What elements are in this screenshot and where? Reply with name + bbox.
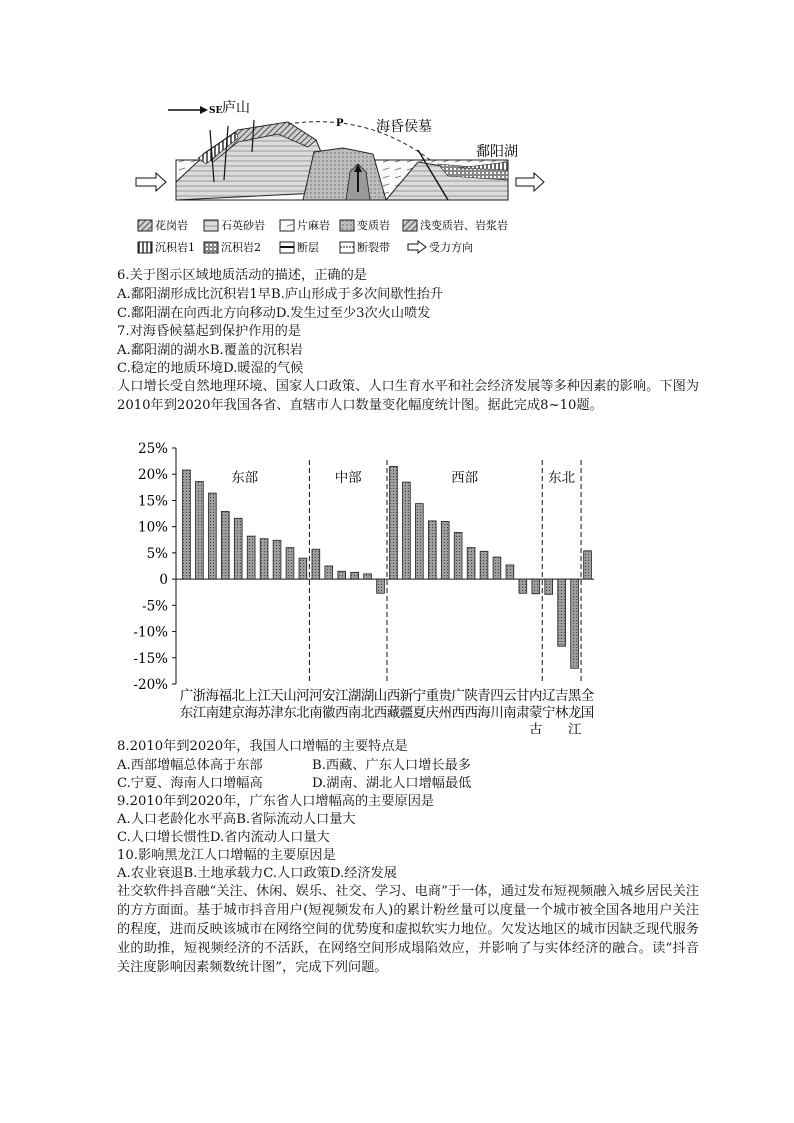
- x-category-label-top: 陕: [464, 688, 478, 704]
- x-category-label-bottom: 徽: [322, 705, 336, 721]
- bar: [208, 493, 216, 579]
- x-category-label-bottom: 西: [373, 705, 388, 721]
- y-tick-label: 10%: [137, 519, 168, 536]
- x-category-label-bottom: 北: [296, 705, 310, 721]
- x-category-label-bottom: 蒙: [529, 705, 543, 721]
- x-category-label-top: 广: [451, 688, 465, 704]
- x-category-label-bottom: 苏: [257, 705, 271, 721]
- legend-item: 沉积岩1: [155, 241, 195, 254]
- bar: [519, 579, 527, 593]
- y-tick-label: -15%: [133, 650, 168, 667]
- x-category-label-top: 江: [334, 688, 349, 704]
- x-category-label-bottom: 庆: [425, 705, 440, 721]
- x-category-label-bottom: 宁: [541, 705, 556, 721]
- x-category-label-top: 北: [231, 688, 245, 704]
- region-label: 东北: [548, 470, 576, 486]
- x-category-label-top: 河: [309, 688, 323, 704]
- question-8-option-b: B.西藏、广东人口增长最多: [312, 758, 471, 773]
- x-category-label-top: 宁: [412, 688, 427, 704]
- x-category-label-bottom: 江: [192, 705, 207, 721]
- bar: [467, 548, 475, 579]
- question-6-options-cd: C.鄱阳湖在向西北方向移动D.发生过至少3次火山喷发: [117, 306, 431, 321]
- population-chart: [120, 434, 598, 734]
- question-6: 6.关于图示区域地质活动的描述，正确的是: [117, 268, 367, 283]
- x-category-label-top: 云: [503, 688, 517, 704]
- question-7-options-ab: A.鄱阳湖的湖水B.覆盖的沉积岩: [117, 343, 303, 358]
- x-category-label-top: 上: [244, 688, 258, 704]
- final-paragraph: 社交软件抖音融“关注、休闲、娱乐、社交、学习、电商”于一体，通过发布短视频融入城乡居民关注的方方面面。基于城市抖音用户(短视频发布人)的累计粉丝量可以度量一个城市被全国各地用户关注的程度，进而反映该城市在网络空间的优势度和虚拟软实力地位。欠发达地区的城市因缺乏现代服务业的助推，短视频经济的不活跃，在网络空间形成塌陷效应，并影响了与实体经济的融合。读“抖音关注度影响因素频数统计图”，完成下列问题。: [117, 884, 699, 975]
- x-category-label-bottom: 州: [438, 705, 452, 721]
- bar: [454, 532, 462, 579]
- x-category-label-bottom: 国: [580, 705, 595, 721]
- legend-item: 断裂带: [357, 241, 390, 254]
- x-category-label-bottom: 南: [347, 705, 362, 721]
- bar: [441, 521, 449, 579]
- legend-item: 沉积岩2: [221, 241, 261, 254]
- x-category-label-bottom: 川: [490, 705, 504, 721]
- x-category-label-top: 全: [580, 688, 595, 704]
- bar: [299, 558, 307, 579]
- bar: [532, 579, 540, 594]
- question-9-options-ab: A.人口老龄化水平高B.省际流动人口量大: [117, 812, 356, 827]
- x-category-label-top: 浙: [192, 688, 207, 704]
- bar: [480, 551, 488, 579]
- x-category-label-top: 贵: [438, 688, 452, 704]
- x-category-label-top: 湖: [347, 688, 362, 704]
- region-label: 中部: [334, 470, 362, 486]
- y-tick-label: 15%: [137, 493, 168, 510]
- x-category-label-bottom: 南: [309, 705, 323, 721]
- y-tick-label: 0: [159, 572, 168, 589]
- bar: [545, 579, 553, 594]
- y-tick-label: -5%: [142, 598, 168, 615]
- question-9: 9.2010年到2020年，广东省人口增幅高的主要原因是: [117, 794, 435, 809]
- x-category-label-bottom: 疆: [399, 705, 414, 721]
- question-8-option-a: A.西部增幅总体高于东部: [117, 758, 263, 773]
- bar: [273, 540, 281, 579]
- x-category-label-bottom: 龙: [567, 705, 582, 721]
- x-category-label-bottom-2: 江: [567, 722, 582, 734]
- region-label: 东部: [231, 470, 259, 486]
- x-category-label-top: 西: [386, 688, 401, 704]
- legend-item: 石英砂岩: [221, 219, 265, 232]
- x-category-label-top: 天: [270, 688, 284, 704]
- bar: [234, 518, 242, 579]
- y-tick-label: -20%: [133, 677, 168, 693]
- legend-item: 变质岩: [357, 219, 390, 232]
- x-category-label-top: 新: [399, 688, 414, 704]
- x-category-label-bottom: 南: [503, 705, 517, 721]
- x-category-label-top: 山: [283, 688, 297, 704]
- lushan-label: 庐山: [222, 100, 250, 116]
- x-category-label-top: 湖: [360, 688, 375, 704]
- bar: [428, 521, 436, 579]
- x-category-label-top: 海: [205, 688, 220, 704]
- legend-item: 断层: [297, 241, 319, 254]
- x-category-label-top: 内: [529, 688, 543, 704]
- x-category-label-top: 重: [425, 688, 440, 704]
- legend-item: 片麻岩: [297, 219, 330, 232]
- question-8-option-d: D.湖南、湖北人口增幅最低: [312, 776, 472, 791]
- lake-label: 鄱阳湖: [476, 144, 518, 160]
- x-category-label-top: 黑: [567, 688, 582, 704]
- x-category-label-bottom: 津: [270, 705, 284, 721]
- bar: [351, 572, 359, 579]
- bar: [493, 557, 501, 579]
- question-7-options-cd: C.稳定的地质环境D.暖湿的气候: [117, 361, 304, 376]
- x-category-label-bottom: 东: [283, 705, 297, 721]
- bar: [571, 579, 579, 668]
- legend-item: 浅变质岩、岩浆岩: [420, 219, 508, 232]
- bar: [377, 579, 385, 593]
- x-category-label-bottom: 夏: [412, 705, 427, 721]
- bar: [260, 539, 268, 579]
- x-category-label-bottom: 京: [231, 705, 245, 721]
- x-category-label-bottom: 西: [334, 705, 349, 721]
- population-chart-svg: [120, 434, 598, 734]
- x-category-label-bottom: 西: [451, 705, 465, 721]
- x-category-label-top: 辽: [541, 688, 556, 704]
- x-category-label-top: 甘: [516, 688, 530, 704]
- question-6-options-ab: A.鄱阳湖形成比沉积岩1早B.庐山形成于多次间歇性抬升: [117, 287, 444, 302]
- legend-item: 花岗岩: [155, 219, 188, 232]
- x-category-label-top: 安: [322, 688, 336, 704]
- bar: [390, 466, 398, 579]
- question-7: 7.对海昏候墓起到保护作用的是: [117, 324, 302, 339]
- geology-legend: [138, 218, 508, 254]
- x-category-label-top: 河: [296, 688, 310, 704]
- x-category-label-bottom: 海: [477, 705, 491, 721]
- x-category-label-top: 江: [257, 688, 271, 704]
- y-tick-label: 20%: [137, 467, 168, 484]
- direction-label: SE: [209, 106, 223, 116]
- bar: [286, 548, 294, 579]
- question-8-option-c: C.宁夏、海南人口增幅高: [117, 776, 263, 791]
- tomb-label: 海昏侯墓: [376, 119, 432, 135]
- x-category-label-bottom: 藏: [386, 705, 401, 721]
- bar: [247, 536, 255, 579]
- x-category-label-bottom: 肃: [516, 705, 530, 721]
- bar: [312, 549, 320, 579]
- question-10: 10.影响黑龙江人口增幅的主要原因是: [117, 848, 336, 863]
- bar: [221, 511, 229, 579]
- x-category-label-bottom: 建: [218, 705, 233, 721]
- region-label: 西部: [451, 470, 479, 486]
- y-tick-label: 25%: [137, 441, 168, 457]
- x-category-label-top: 青: [477, 688, 491, 704]
- x-category-label-top: 福: [218, 688, 233, 704]
- x-category-label-bottom: 西: [464, 705, 478, 721]
- bar: [325, 566, 333, 579]
- bar: [338, 571, 346, 579]
- bar: [584, 551, 592, 579]
- question-10-options: A.农业衰退B.土地承载力C.人口政策D.经济发展: [117, 866, 397, 881]
- question-8: 8.2010年到2020年，我国人口增幅的主要特点是: [117, 739, 408, 754]
- bar: [506, 565, 514, 579]
- x-category-label-top: 广: [179, 688, 194, 704]
- x-category-label-bottom: 林: [554, 705, 569, 721]
- question-9-options-cd: C.人口增长惯性D.省内流动人口量大: [117, 830, 330, 845]
- p-label: P: [336, 118, 344, 129]
- bar: [415, 504, 423, 580]
- bar: [196, 482, 204, 580]
- geology-figure: [118, 92, 548, 262]
- x-category-label-bottom: 南: [205, 705, 220, 721]
- x-category-label-top: 吉: [554, 688, 569, 704]
- x-category-label-bottom-2: 古: [529, 722, 543, 734]
- x-category-label-top: 四: [490, 688, 504, 704]
- bar: [403, 482, 411, 579]
- y-tick-label: 5%: [146, 545, 168, 562]
- bar: [183, 470, 191, 579]
- x-category-label-bottom: 海: [244, 705, 258, 721]
- x-category-label-bottom: 北: [360, 705, 375, 721]
- x-category-label-top: 山: [373, 688, 388, 704]
- y-tick-label: -10%: [133, 624, 168, 641]
- intro-paragraph-8-10: 人口增长受自然地理环境、国家人口政策、人口生育水平和社会经济发展等多种因素的影响。下图为2010年到2020年我国各省、直辖市人口数量变化幅度统计图。据此完成8~10题。: [117, 379, 699, 413]
- bar: [558, 579, 566, 646]
- legend-item: 受力方向: [429, 241, 473, 254]
- x-category-label-bottom: 东: [179, 705, 194, 721]
- bar: [364, 574, 372, 579]
